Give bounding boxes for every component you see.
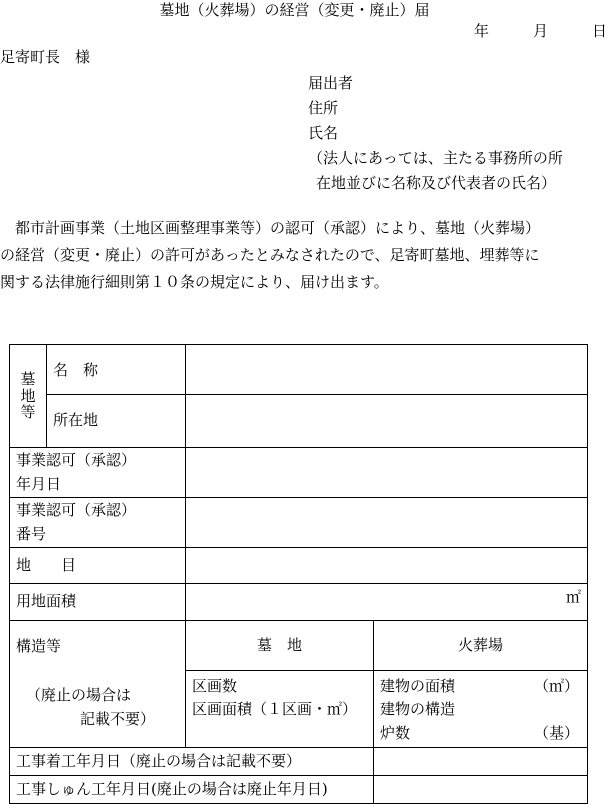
applicant-address-label: 住所 (308, 99, 339, 117)
document-title: 墓地（火葬場）の経営（変更・廃止）届 (159, 1, 430, 19)
date-month: 月 (533, 22, 549, 40)
cemetery-header: 墓 地 (186, 621, 374, 671)
land-category-label: 地 目 (10, 548, 186, 584)
approval-number-label: 事業認可（承認） 番号 (10, 498, 186, 548)
structure-note-line1: （廃止の場合は (26, 686, 132, 705)
plot-count-label: 区画数 (192, 677, 238, 695)
building-structure-label: 建物の構造 (380, 700, 456, 719)
site-area-label: 用地面積 (10, 584, 186, 621)
applicant-label: 届出者 (308, 74, 354, 92)
plot-area-label: 区画面積（１区画・㎡） (192, 700, 358, 719)
structure-label: 構造等 (16, 637, 62, 655)
name-field[interactable] (186, 345, 588, 395)
building-area-row (380, 675, 587, 698)
crematorium-header: 火葬場 (374, 621, 588, 671)
applicant-name-label: 氏名 (308, 124, 339, 142)
site-area-field[interactable] (186, 584, 588, 621)
group-label-cemetery: 墓 地 等 (10, 345, 47, 448)
location-field[interactable] (186, 395, 588, 448)
approval-number-field[interactable] (186, 498, 588, 548)
location-label: 所在地 (47, 395, 186, 448)
applicant-note-line2: 在地並びに名称及び代表者の氏名） (316, 174, 557, 192)
building-area-label: 建物の面積 (380, 677, 456, 695)
furnace-row (380, 722, 587, 745)
applicant-note-line1: （法人にあっては、主たる事務所の所 (308, 149, 563, 167)
building-area-unit: （㎡） (533, 677, 579, 695)
area-unit: ㎡ (565, 588, 581, 606)
addressee: 足寄町長 様 (0, 48, 91, 66)
cemetery-details[interactable] (186, 671, 374, 748)
date-day: 日 (592, 22, 607, 40)
land-category-field[interactable] (186, 548, 588, 584)
name-label: 名 称 (47, 345, 186, 395)
structure-note-line2: 記載不要） (80, 709, 156, 728)
construction-start-field[interactable] (374, 748, 588, 776)
construction-end-label: 工事しゅん工年月日(廃止の場合は廃止年月日) (10, 776, 374, 804)
approval-date-field[interactable] (186, 448, 588, 498)
construction-start-label: 工事着工年月日（廃止の場合は記載不要） (10, 748, 374, 776)
furnace-count-label: 炉数 (380, 723, 411, 742)
date-line (474, 24, 607, 39)
structure-label-cell (10, 621, 186, 748)
body-line-1: 都市計画事業（土地区画整理事業等）の認可（承認）により、墓地（火葬場） (0, 219, 541, 237)
crematorium-details[interactable] (374, 671, 588, 748)
furnace-unit: （基） (533, 723, 579, 742)
notification-form-table (9, 344, 588, 804)
body-line-2: の経営（変更・廃止）の許可があったとみなされたので、足寄町墓地、埋葬等に (0, 246, 540, 264)
approval-date-label: 事業認可（承認） 年月日 (10, 448, 186, 498)
date-year: 年 (474, 22, 490, 40)
construction-end-field[interactable] (374, 776, 588, 804)
body-line-3: 関する法律施行細則第１０条の規定により、届け出ます。 (0, 273, 389, 291)
